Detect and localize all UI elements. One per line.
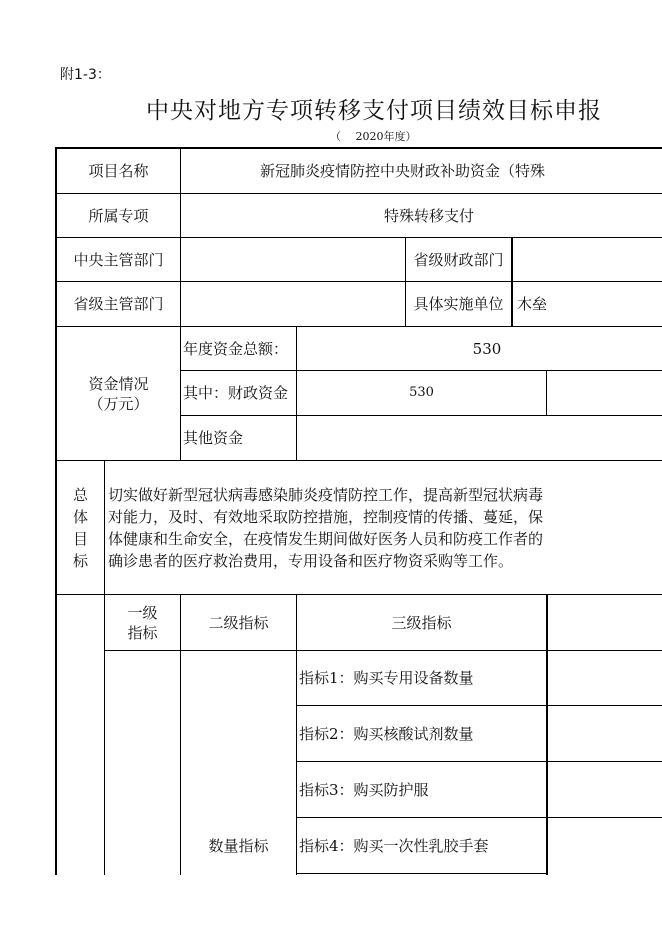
other-funds-value xyxy=(297,416,662,460)
grid-line-v xyxy=(546,370,547,415)
prov-finance-value xyxy=(513,238,662,281)
grid-line-h xyxy=(297,873,547,874)
annual-total-label: 年度资金总额： xyxy=(183,339,289,358)
indicator-row: 指标4：购买一次性乳胶手套 xyxy=(299,836,489,855)
fiscal-funds-value: 530 xyxy=(409,385,434,400)
fiscal-funds-label: 其中：财政资金 xyxy=(183,384,289,402)
overall-goal-text xyxy=(108,484,662,572)
grid-line-h xyxy=(56,460,662,461)
goal-text-line: 切实做好新型冠状病毒感染肺炎疫情防控工作，提高新型冠状病毒 xyxy=(108,486,544,504)
prov-dept-value xyxy=(181,282,405,326)
impl-unit-value: 木垒 xyxy=(517,295,548,313)
central-dept-value xyxy=(181,238,405,281)
overall-goal-label xyxy=(57,483,104,573)
header-level1 xyxy=(105,595,180,650)
indicator-row: 指标1：购买专用设备数量 xyxy=(299,669,474,687)
annual-total-value: 530 xyxy=(472,339,502,358)
special-item-label: 所属专项 xyxy=(88,206,149,225)
project-name-value: 新冠肺炎疫情防控中央财政补助资金（特殊 xyxy=(260,162,546,180)
fiscal-year: （ 2020年度） xyxy=(330,130,417,143)
goal-text-line: 对能力，及时、有效地采取防控措施，控制疫情的传播、蔓延，保 xyxy=(108,508,544,526)
central-dept-label: 中央主管部门 xyxy=(73,250,164,269)
goal-text-line: 确诊患者的医疗救治费用，专用设备和医疗物资采购等工作。 xyxy=(108,552,514,570)
funds-label-line2: （万元） xyxy=(88,394,149,413)
impl-unit-label: 具体实施单位 xyxy=(413,295,504,313)
goal-label-char: 目 xyxy=(72,530,88,548)
quantity-indicator-label: 数量指标 xyxy=(208,836,269,855)
project-name-label: 项目名称 xyxy=(88,162,149,180)
special-item-value: 特殊转移支付 xyxy=(384,206,475,225)
funds-label-line1: 资金情况 xyxy=(88,374,149,393)
attachment-number: 附1-3： xyxy=(60,67,111,83)
goal-text-line: 体健康和生命安全，在疫情发生期间做好医务人员和防疫工作者的 xyxy=(108,530,544,548)
goal-label-char: 标 xyxy=(72,552,88,570)
header-level2: 二级指标 xyxy=(208,613,269,632)
document-title: 中央对地方专项转移支付项目绩效目标申报 xyxy=(146,98,602,124)
header-level3: 三级指标 xyxy=(391,613,452,632)
grid-line-v xyxy=(546,594,548,875)
goal-label-char: 体 xyxy=(72,508,88,526)
other-funds-label: 其他资金 xyxy=(183,429,244,447)
header-level1-line2: 指标 xyxy=(127,623,158,642)
grid-line-v xyxy=(104,460,105,875)
indicator-row: 指标3：购买防护服 xyxy=(299,780,429,799)
indicator-row: 指标2：购买核酸试剂数量 xyxy=(299,724,474,743)
prov-dept-label: 省级主管部门 xyxy=(73,295,164,313)
header-level1-line1: 一级 xyxy=(127,603,158,622)
funds-label xyxy=(57,327,180,460)
prov-finance-label: 省级财政部门 xyxy=(413,250,504,269)
goal-label-char: 总 xyxy=(72,486,88,504)
